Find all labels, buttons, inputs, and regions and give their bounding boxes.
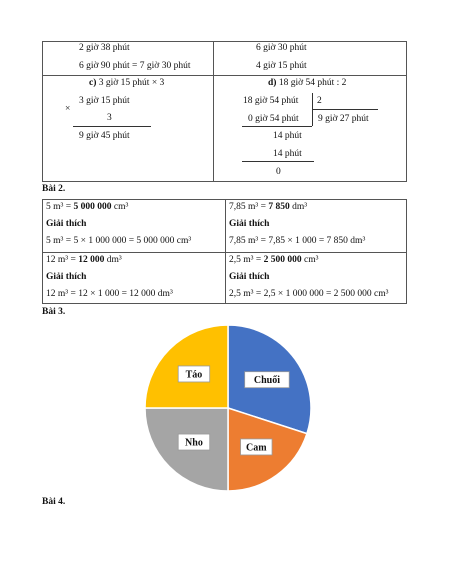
d-remainder-final: 0 (276, 167, 281, 177)
volume-cell-4-explain: Giải thích (229, 272, 270, 282)
d-step-1: 14 phút (273, 131, 302, 141)
pie-label-táo (178, 366, 210, 382)
volume-cell-4-answer (229, 256, 318, 266)
volume-cell-4-formula: 2,5 m³ = 2,5 × 1 000 000 = 2 500 000 cm³ (229, 289, 389, 299)
a-line1: 2 giờ 38 phút (79, 43, 130, 53)
answer-lhs: 5 m³ = (46, 202, 74, 212)
c-multiply-sign: × (65, 104, 71, 114)
volume-table-row-divider (42, 252, 407, 253)
time-table-divider (213, 41, 214, 182)
d-step-2: 14 phút (273, 149, 302, 159)
d-step-line-1 (242, 126, 312, 127)
bai2-heading: Bài 2. (42, 184, 66, 194)
volume-cell-1-formula: 5 m³ = 5 × 1 000 000 = 5 000 000 cm³ (46, 236, 192, 246)
b-line1: 6 giờ 30 phút (256, 43, 307, 53)
d-quotient: 9 giờ 27 phút (318, 114, 369, 124)
a-line2: 6 giờ 90 phút = 7 giờ 30 phút (79, 61, 191, 71)
pie-label-nho (178, 434, 210, 450)
pie-label-cam (241, 439, 273, 455)
svg-text:Nho: Nho (185, 437, 203, 449)
volume-cell-2-answer (229, 203, 307, 213)
volume-cell-2-explain: Giải thích (229, 219, 270, 229)
c-underline (73, 126, 151, 127)
time-table-row-divider (42, 75, 407, 76)
d-expression: 18 giờ 54 phút : 2 (278, 78, 347, 88)
svg-text:Táo: Táo (185, 369, 203, 381)
answer-value: 12 000 (78, 255, 105, 265)
answer-value: 5 000 000 (73, 202, 112, 212)
answer-unit: cm³ (111, 202, 129, 212)
d-remainder-1: 0 giờ 54 phút (248, 114, 299, 124)
d-title (268, 79, 346, 89)
bai4-heading: Bài 4. (42, 497, 66, 507)
answer-value: 2 500 000 (263, 255, 302, 265)
answer-lhs: 2,5 m³ = (229, 255, 264, 265)
volume-cell-1-answer (46, 203, 128, 213)
d-divisor-line (312, 109, 378, 110)
volume-cell-1-explain: Giải thích (46, 219, 87, 229)
volume-cell-2-formula: 7,85 m³ = 7,85 × 1 000 = 7 850 dm³ (229, 236, 366, 246)
svg-text:Chuối: Chuối (253, 375, 281, 387)
volume-cell-3-answer (46, 256, 122, 266)
d-divisor: 2 (317, 96, 322, 106)
bai3-heading: Bài 3. (42, 307, 66, 317)
answer-unit: cm³ (301, 255, 319, 265)
answer-unit: dm³ (289, 202, 308, 212)
d-dividend: 18 giờ 54 phút (243, 96, 299, 106)
c-label: c) (89, 78, 97, 88)
b-line2: 4 giờ 15 phút (256, 61, 307, 71)
c-expression: 3 giờ 15 phút × 3 (98, 78, 165, 88)
answer-unit: dm³ (104, 255, 122, 265)
answer-value: 7 850 (268, 202, 290, 212)
svg-text:Cam: Cam (246, 442, 267, 454)
c-multiplier: 3 (107, 113, 112, 123)
volume-cell-3-explain: Giải thích (46, 272, 87, 282)
answer-lhs: 7,85 m³ = (229, 202, 269, 212)
c-multiplicand: 3 giờ 15 phút (79, 96, 130, 106)
c-result: 9 giờ 45 phút (79, 131, 130, 141)
d-label: d) (268, 78, 277, 88)
volume-cell-3-formula: 12 m³ = 12 × 1 000 = 12 000 dm³ (46, 289, 173, 299)
fruit-pie-chart (140, 320, 316, 496)
d-step-line-2 (242, 161, 314, 162)
answer-lhs: 12 m³ = (46, 255, 79, 265)
c-title (89, 79, 164, 89)
pie-label-chuối (245, 372, 290, 388)
